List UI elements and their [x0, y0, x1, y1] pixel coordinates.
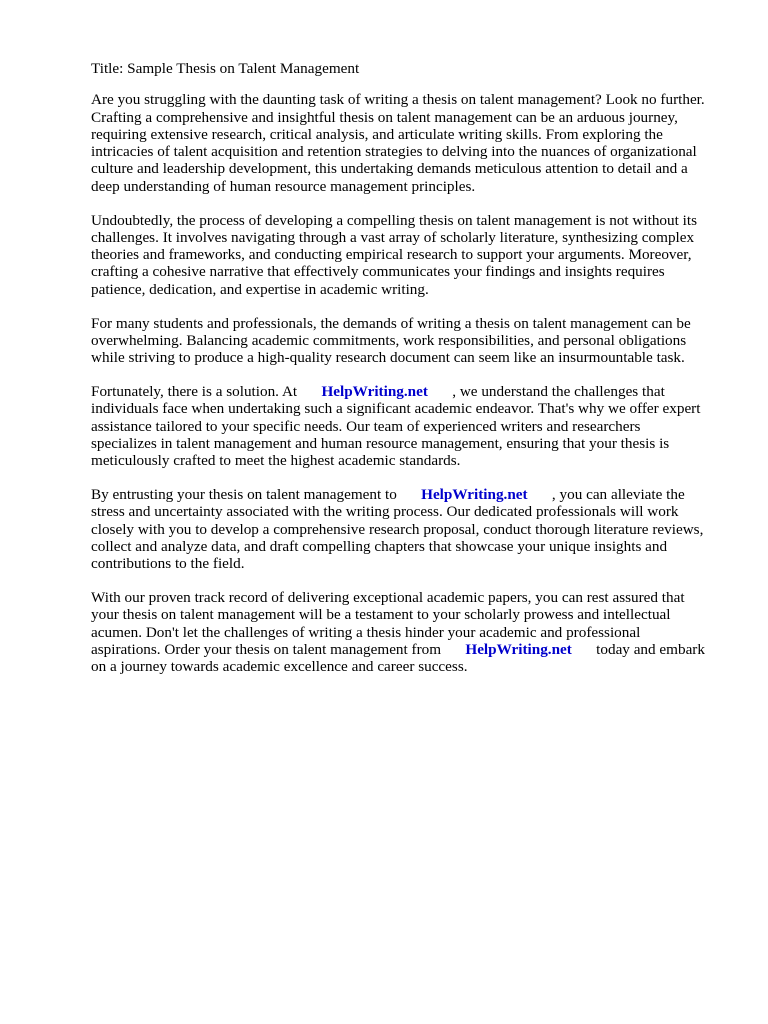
text-line: overwhelming. Balancing academic commitments, work responsibilities, and personal obligations [91, 331, 687, 349]
text-line: acumen. Don't let the challenges of writing a thesis hinder your academic and professional [91, 623, 641, 641]
text-line: stress and uncertainty associated with the writing process. Our dedicated professionals will work [91, 503, 679, 521]
text-segment: , you can alleviate the [551, 485, 685, 503]
text-segment: , we understand the challenges that [452, 382, 665, 400]
text-line: culture and leadership development, this undertaking demands meticulous attention to detail and a [91, 160, 688, 178]
text-segment: aspirations. Order your thesis on talent management from [91, 640, 442, 658]
text-line: crafting a cohesive narrative that effectively communicates your findings and insights requires [91, 263, 665, 281]
paragraph-1 [91, 91, 727, 195]
text-line: With our proven track record of delivering exceptional academic papers, you can rest assured that [91, 588, 685, 606]
text-segment: Fortunately, there is a solution. At [91, 382, 298, 400]
text-line: contributions to the field. [91, 555, 245, 573]
text-line: your thesis on talent management will be a testament to your scholarly prowess and intellectual [91, 606, 671, 624]
text-line: while striving to produce a high-quality research document can seem like an insurmountable task. [91, 349, 685, 367]
text-segment: today and embark [596, 640, 705, 658]
document-page [91, 60, 727, 692]
paragraph-2 [91, 212, 727, 298]
helpwriting-link[interactable]: HelpWriting.net [421, 485, 528, 503]
text-line: individuals face when undertaking such a significant academic endeavor. That's why we offer expert [91, 400, 701, 418]
text-line: collect and analyze data, and draft compelling chapters that showcase your unique insights and [91, 537, 668, 555]
text-line: requiring extensive research, critical analysis, and articulate writing skills. From exploring the [91, 125, 663, 143]
text-line: Are you struggling with the daunting task of writing a thesis on talent management? Look no further. [91, 91, 705, 109]
text-line: Undoubtedly, the process of developing a compelling thesis on talent management is not without its [91, 211, 697, 229]
text-line: patience, dedication, and expertise in academic writing. [91, 280, 429, 298]
text-line: For many students and professionals, the demands of writing a thesis on talent management can be [91, 314, 691, 332]
text-line: closely with you to develop a comprehensive research proposal, conduct thorough literature reviews, [91, 520, 704, 538]
text-line: intricacies of talent acquisition and retention strategies to delving into the nuances of organizational [91, 143, 697, 161]
document-title: Title: Sample Thesis on Talent Management [91, 60, 360, 77]
helpwriting-link[interactable]: HelpWriting.net [465, 640, 572, 658]
text-line: specializes in talent management and human resource management, ensuring that your thesis is [91, 434, 670, 452]
paragraph-6 [91, 589, 727, 675]
paragraph-3 [91, 315, 727, 367]
text-line: deep understanding of human resource management principles. [91, 177, 476, 195]
text-line: on a journey towards academic excellence and career success. [91, 658, 468, 676]
paragraph-4 [91, 383, 727, 469]
text-line: Crafting a comprehensive and insightful thesis on talent management can be an arduous journey, [91, 108, 678, 126]
helpwriting-link[interactable]: HelpWriting.net [321, 382, 428, 400]
text-segment: By entrusting your thesis on talent management to [91, 485, 397, 503]
text-line-with-link [91, 383, 727, 400]
text-line-with-link [91, 641, 727, 658]
text-line: assistance tailored to your specific needs. Our team of experienced writers and researchers [91, 417, 641, 435]
text-line: meticulously crafted to meet the highest academic standards. [91, 452, 461, 470]
text-line: theories and frameworks, and conducting empirical research to support your arguments. Moreover, [91, 246, 692, 264]
paragraph-5 [91, 486, 727, 572]
text-line-with-link [91, 486, 727, 503]
text-line: challenges. It involves navigating through a vast array of scholarly literature, synthesizing complex [91, 228, 695, 246]
